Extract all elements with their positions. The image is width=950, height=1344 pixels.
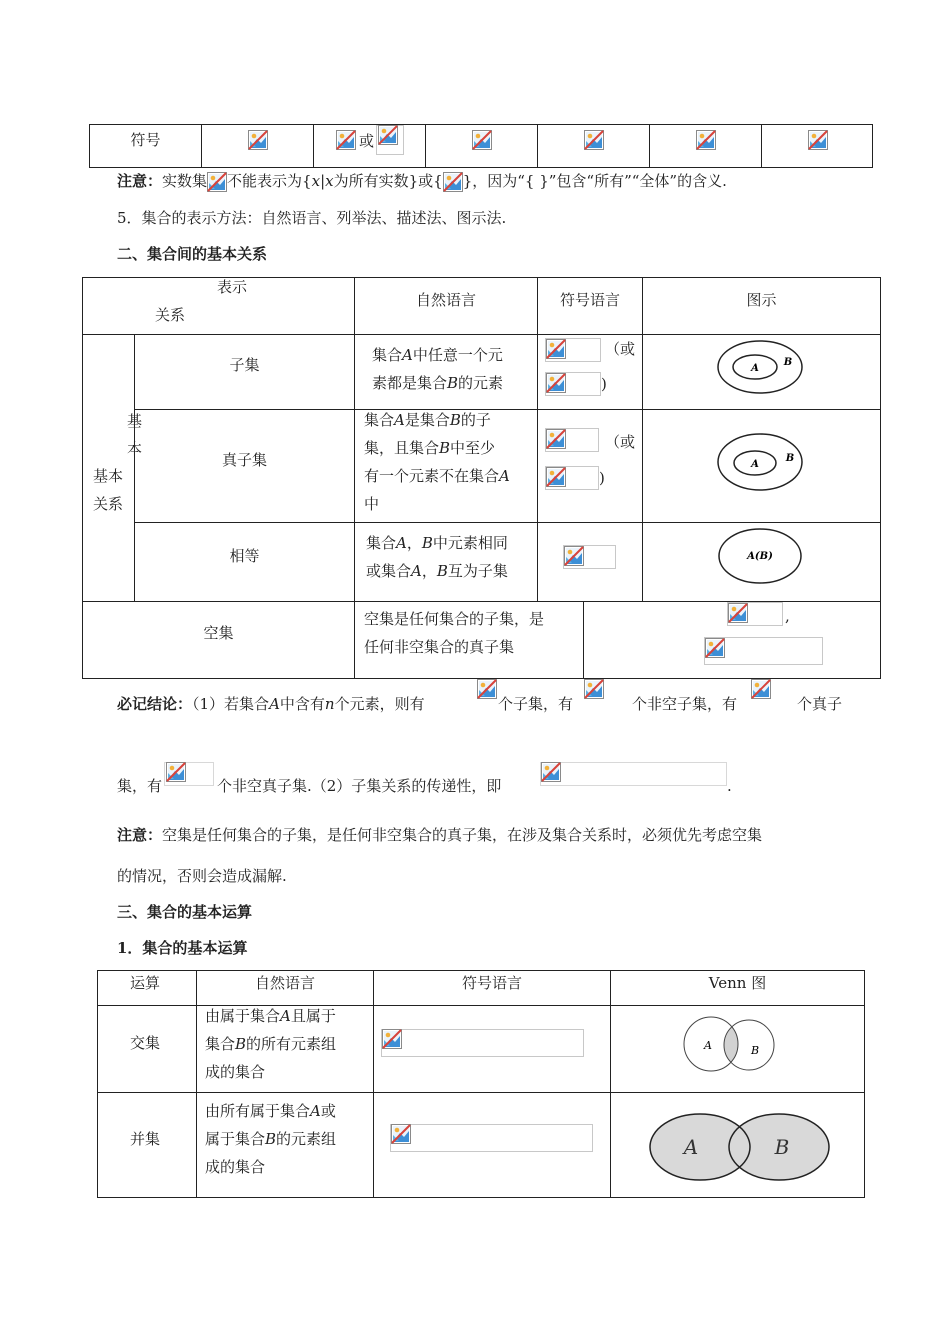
- venn-label-b: B: [750, 1044, 760, 1057]
- note-empty-set-line-2: 的情况，否则会造成漏解.: [117, 867, 287, 885]
- section-2-heading: 二、集合间的基本关系: [117, 245, 268, 263]
- broken-image-icon: [472, 130, 492, 150]
- note-empty-set-line-1: 注意：空集是任何集合的子集，是任何非空集合的真子集，在涉及集合关系时，必须优先考虑空集: [117, 826, 763, 844]
- broken-image-icon: [391, 1124, 411, 1144]
- header-figure: 图示: [746, 291, 777, 309]
- row-intersection-natural: 由属于集合A且属于 集合B的所有元素组 成的集合: [205, 1007, 337, 1081]
- or-open-text: （或: [605, 433, 636, 451]
- broken-image-icon: [546, 339, 566, 359]
- venn-label-b: B: [774, 1135, 790, 1159]
- row-proper-subset-natural: 集合A是集合B的子 集，且集合B中至少 有一个元素不在集合A 中: [364, 411, 510, 513]
- venn-subset-figure: [715, 338, 805, 396]
- conclusion-proper: 个真子: [797, 695, 843, 713]
- group-label-b: 关系: [93, 495, 124, 513]
- header-natural: 自然语言: [415, 291, 476, 309]
- row-equal-name: 相等: [229, 547, 260, 565]
- row-equal-natural: 集合A，B中元素相同 或集合A，B互为子集: [366, 534, 508, 580]
- formula-placeholder: [540, 762, 727, 786]
- header-natural: 自然语言: [254, 974, 315, 992]
- row-union-natural: 由所有属于集合A或 属于集合B的元素组 成的集合: [205, 1102, 337, 1176]
- or-text: 或: [359, 132, 375, 150]
- section-3-heading: 三、集合的基本运算: [117, 903, 253, 921]
- venn-label-ab: A(B): [747, 551, 773, 562]
- row-empty-natural: 空集是任何集合的子集，是 任何非空集合的真子集: [364, 610, 545, 656]
- group-vertical-2: 本: [127, 440, 143, 458]
- header-corner-bottom: 关系: [155, 306, 186, 324]
- broken-image-icon: [382, 1029, 402, 1049]
- venn-label-b: B: [785, 453, 795, 464]
- broken-image-icon: [728, 603, 748, 623]
- row-intersection-name: 交集: [130, 1034, 161, 1052]
- broken-image-icon: [477, 679, 497, 699]
- conclusion-nonempty: 个非空子集，有: [632, 695, 738, 713]
- row-subset-natural: 集合A中任意一个元 素都是集合B的元素: [372, 346, 504, 392]
- broken-image-icon: [336, 130, 356, 150]
- broken-image-icon: [546, 467, 566, 487]
- venn-label-a: A: [751, 363, 759, 374]
- broken-image-icon: [808, 130, 828, 150]
- or-close-text: ): [599, 469, 605, 487]
- venn-equal-figure: [717, 527, 803, 585]
- row-empty-name: 空集: [203, 624, 234, 642]
- header-operation: 运算: [130, 974, 161, 992]
- broken-image-icon: [248, 130, 268, 150]
- broken-image-icon: [584, 679, 604, 699]
- row-subset-name: 子集: [229, 356, 260, 374]
- venn-proper-subset-figure: [715, 431, 805, 493]
- broken-image-icon: [751, 679, 771, 699]
- formula-placeholder: [390, 1124, 593, 1152]
- conclusion-line-2: 集，有: [117, 777, 163, 795]
- header-symbol: 符号语言: [461, 974, 522, 992]
- venn-label-b: B: [783, 357, 793, 368]
- conclusion-line-1: 必记结论：（1）若集合A中含有n个元素，则有: [117, 695, 425, 713]
- venn-label-a: A: [683, 1135, 699, 1159]
- group-label-a: 基本: [93, 467, 124, 485]
- broken-image-icon: [378, 125, 398, 145]
- item-5: 5．集合的表示方法：自然语言、列举法、描述法、图示法.: [117, 209, 507, 227]
- or-open-text: （或: [605, 340, 636, 358]
- group-vertical-1: 基: [127, 412, 143, 430]
- broken-image-icon: [546, 373, 566, 393]
- venn-label-a: A: [704, 1039, 712, 1052]
- venn-label-a: A: [751, 459, 759, 470]
- venn-intersection-figure: [682, 1014, 777, 1074]
- conclusion-subsets: 个子集，有: [498, 695, 574, 713]
- subsection-1-heading: 1．集合的基本运算: [117, 939, 248, 957]
- comma-text: ,: [785, 607, 790, 625]
- conclusion-transitive: 个非空真子集.（2）子集关系的传递性，即: [217, 777, 502, 795]
- symbol-row-label: 符号: [130, 131, 161, 149]
- broken-image-icon: [546, 429, 566, 449]
- row-union-name: 并集: [130, 1130, 161, 1148]
- header-corner-top: 表示: [217, 278, 248, 296]
- broken-image-icon: [541, 762, 561, 782]
- conclusion-period: .: [727, 777, 732, 795]
- broken-image-icon: [696, 130, 716, 150]
- or-close-text: ): [601, 375, 607, 393]
- row-proper-subset-name: 真子集: [221, 451, 267, 469]
- note-real-set: 注意：实数集 不能表示为{x|x为所有实数}或{ }，因为“{ }”包含“所有”“全体”的含义.: [117, 172, 727, 190]
- venn-union-figure: [648, 1112, 832, 1182]
- formula-placeholder: [381, 1029, 584, 1057]
- broken-image-icon: [166, 762, 186, 782]
- broken-image-icon: [705, 638, 725, 658]
- broken-image-icon: [564, 546, 584, 566]
- broken-image-icon: [584, 130, 604, 150]
- header-symbol: 符号语言: [559, 291, 620, 309]
- header-venn: Venn 图: [708, 974, 767, 992]
